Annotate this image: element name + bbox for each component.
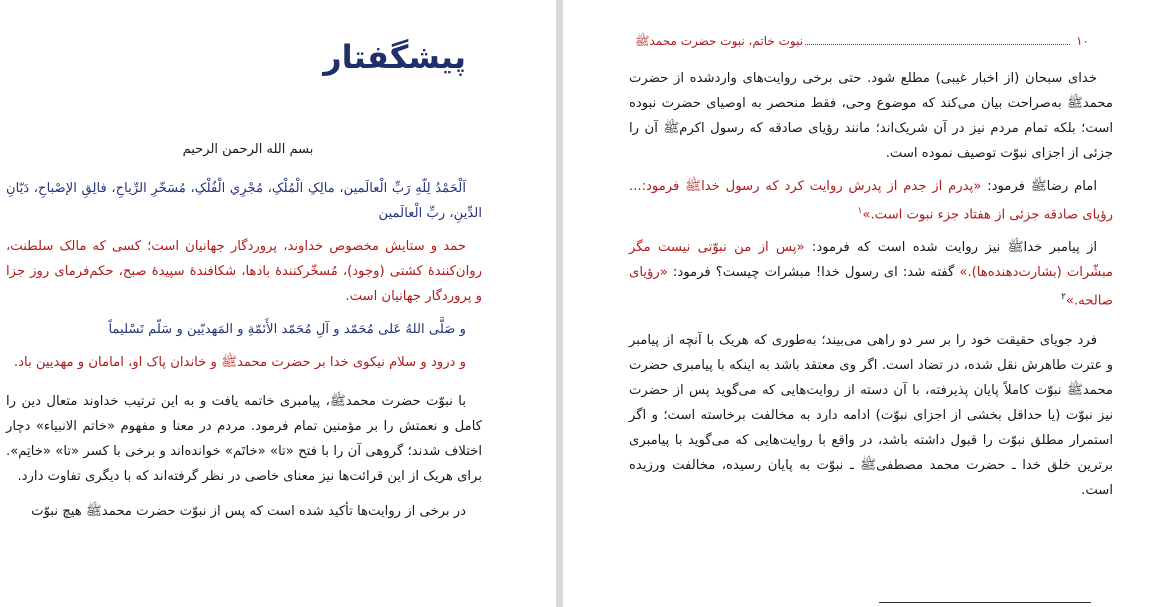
right-page [563,0,1156,607]
paragraph-1: خدای سبحان (از اخبار غیبی) مطلع شود. حتی برخی روایت‌های واردشده از حضرت محمدﷺ به‌صراحت بیان می‌کند که موضوع وحی، فقط منحصر به اوصیای حضرت نبوده است؛ بلکه تمام مردم نیز در آن شریک‌اند؛ مانند رؤیای صادقه که رسول اکرمﷺ آن را جزئی از اجزای نبوّت توصیف نموده است. [629,71,1113,161]
para3-mid: گفته شد: ای رسول خدا! مبشرات چیست؟ فرمود: [667,265,960,281]
header-dots [805,44,1070,45]
footnote-separator [879,602,1091,603]
para3-quote-2: «رؤیای صالحه.» [629,265,1113,309]
page-number: ١٠ [1076,34,1089,48]
para3-intro: از پیامبر خداﷺ نیز روایت شده است که فرمود: [804,240,1097,256]
page-gutter [556,0,563,607]
header-title: نبوت خاتم، نبوت حضرت محمدﷺ [635,34,804,48]
paragraph-3 [629,235,1113,313]
intro-paragraph-2: در برخی از روایت‌ها تأکید شده است که پس از نبوّت حضرت محمدﷺ هیچ نبوّت [31,504,466,519]
arabic-salutation: و صَلَّی اللهُ عَلی مُحَمّد و آلِ مُحَمّد الأَئمّةِ و المَهدیّین و سَلّم تَسْلیماً [108,322,466,337]
footnote-ref-1: ١ [857,206,863,216]
page-title: پیشگفتار [323,38,466,76]
right-body [629,66,1113,503]
footnote-ref-2: ٢ [1061,292,1066,303]
para2-quote: «پدرم از جدم از پدرش روایت کرد که رسول خداﷺ فرمود:... رؤیای صادقه جزئی از هفتاد جزء نبوت است.» [629,179,1113,223]
left-body [6,176,482,524]
persian-praise: حمد و ستایش مخصوص خداوند، پروردگار جهانیان است؛ کسی که مالک سلطنت، روان‌کنندۀ کشتی (وجود)، مُسخّرکنندۀ بادها، شکافندۀ سپیدۀ صبح، حکم‌فرمای روز جزا و پروردگار جهانیان است. [6,239,482,304]
para3-quote-1: «پس از من نبوّتی نیست مگر مبشّرات (بشارت‌دهنده‌ها).» [629,240,1113,281]
persian-salutation: و درود و سلام نیکوی خدا بر حضرت محمدﷺ و خاندان پاک او، امامان و مهدیین باد. [13,355,466,370]
paragraph-2 [629,174,1113,227]
bismillah: بسم الله الرحمن الرحیم [182,142,314,157]
running-header [635,34,1089,51]
arabic-praise: اَلْحَمْدُ لِلّهِ رَبِّ الْعالَمین، مالِکِ الْمُلْکِ، مُجْرِي الْفُلْکِ، مُسَخّرِ الرِّیاحِ، فالِقِ الإصْباحِ، دَیّانِ الدِّینِ، ربِّ الْعالَمین [6,181,482,221]
paragraph-4: فرد جویای حقیقت خود را بر سر دو راهی می‌بیند؛ به‌طوری که هریک با آنچه از پیامبر و عترت طاهرش نقل شده، در تضاد است. اگر وی معتقد باشد به اینکه با پیامبری حضرت محمدﷺ نبوّت کاملاً پایان پذیرفته، با آن دسته از روایت‌هایی که می‌گوید پس از حضرت نیز نبوّت (یا حداقل بخشی از اجزای نبوّت) ادامه دارد به مخالفت برخاسته است؛ و اگر استمرار مطلق نبوّت را قبول داشته باشد، در واقع با روایت‌هایی که می‌گوید با پیامبری برترین خلق خدا ـ حضرت محمد مصطفیﷺ ـ نبوّت به پایان رسیده، مخالفت ورزیده است. [629,332,1113,498]
para2-intro: امام رضاﷺ فرمود: [981,179,1097,194]
left-page [0,0,556,607]
intro-paragraph: با نبوّت حضرت محمدﷺ، پیامبری خاتمه یافت و به این ترتیب خداوند متعال دین را کامل و نعمتش را بر مؤمنین تمام فرمود. مردم در معنا و مفهوم «خاتم الانبیاء» دچار اختلاف شدند؛ گروهی آن را با فتح «تا» «خاتَم» خوانده‌اند و برخی با کسر «تا» «خاتِم». برای هریک از این قرائت‌ها نیز معنای خاصی در نظر گرفته‌اند که با دیگری تفاوت دارد. [6,394,482,484]
